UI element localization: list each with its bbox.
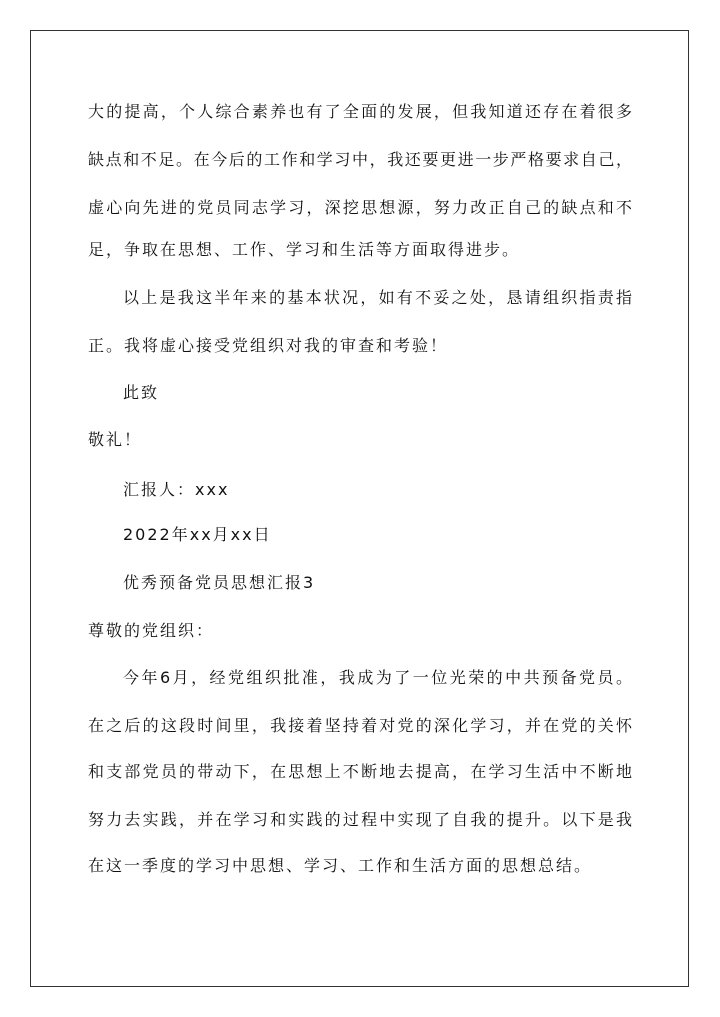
paragraph-line: 在之后的这段时间里，我接着坚持着对党的深化学习，并在党的关怀 <box>88 716 632 735</box>
paragraph-line: 虚心向先进的党员同志学习，深挖思想源，努力改正自己的缺点和不 <box>88 198 632 217</box>
paragraph-line: 足，争取在思想、工作、学习和生活等方面取得进步。 <box>88 240 521 259</box>
section-title: 优秀预备党员思想汇报3 <box>123 573 316 592</box>
closing-regards: 敬礼！ <box>88 430 143 449</box>
paragraph-line: 今年6月，经党组织批准，我成为了一位光荣的中共预备党员。 <box>123 668 632 687</box>
paragraph-line: 以上是我这半年来的基本状况，如有不妥之处，恳请组织指责指 <box>123 288 632 307</box>
page-border <box>30 30 689 987</box>
paragraph-line: 在这一季度的学习中思想、学习、工作和生活方面的思想总结。 <box>88 856 593 875</box>
report-date: 2022年xx月xx日 <box>123 525 272 544</box>
paragraph-line: 正。我将虚心接受党组织对我的审查和考验！ <box>88 336 449 355</box>
paragraph-line: 缺点和不足。在今后的工作和学习中，我还要更进一步严格要求自己， <box>88 150 632 169</box>
paragraph-line: 努力去实践，并在学习和实践的过程中实现了自我的提升。以下是我 <box>88 810 632 829</box>
reporter-name: 汇报人：xxx <box>123 480 230 499</box>
paragraph-line: 和支部党员的带动下，在思想上不断地去提高，在学习生活中不断地 <box>88 762 632 781</box>
closing-salutation: 此致 <box>123 383 160 402</box>
paragraph-line: 大的提高，个人综合素养也有了全面的发展，但我知道还存在着很多 <box>88 102 632 121</box>
greeting: 尊敬的党组织： <box>88 621 215 640</box>
